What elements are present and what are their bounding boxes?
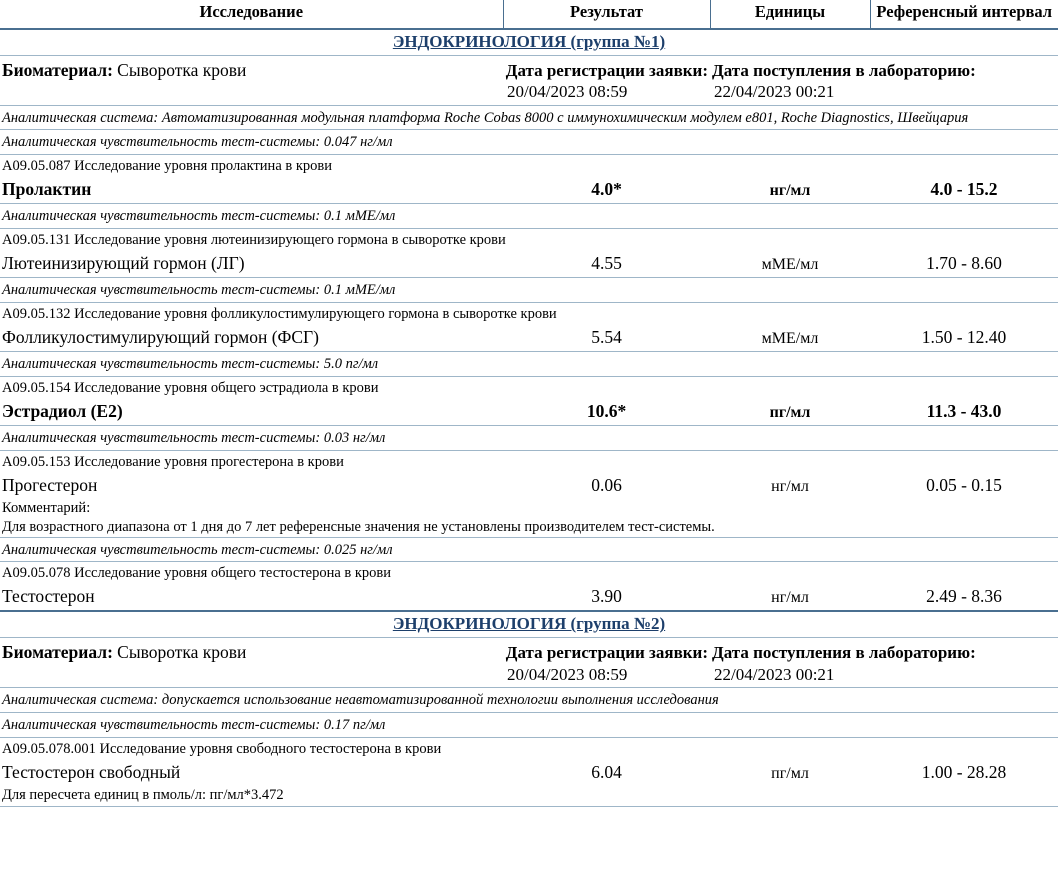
group-1-reception-date	[710, 56, 1058, 105]
analyte-result: 4.0*	[591, 179, 622, 200]
reception-label-2: Дата поступления в лабораторию:	[712, 643, 976, 663]
analyte-name: Тестостерон	[2, 586, 95, 607]
analyte-result: 4.55	[591, 253, 622, 274]
analyte-reference: 1.50 - 12.40	[921, 326, 1007, 347]
code-text: A09.05.078.001 Исследование уровня свободного тестостерона в крови	[2, 740, 442, 757]
table-header-row	[0, 0, 1058, 29]
analyte-units: нг/мл	[771, 589, 809, 607]
table-row	[0, 251, 1058, 278]
analyte-reference: 0.05 - 0.15	[926, 474, 1002, 495]
code-row	[0, 562, 1058, 584]
group-2-biomaterial	[0, 638, 503, 687]
comment-text-row	[0, 518, 1058, 538]
analyte-name: Пролактин	[2, 179, 92, 200]
analyte-reference: 2.49 - 8.36	[926, 586, 1002, 607]
analyte-name: Прогестерон	[2, 474, 98, 495]
code-row	[0, 229, 1058, 251]
analyte-result: 5.54	[591, 326, 622, 347]
sensitivity-text: Аналитическая чувствительность тест-системы: 0.1 мМЕ/мл	[2, 282, 396, 299]
group-2-registration-date	[503, 638, 710, 687]
analyte-result: 0.06	[591, 474, 622, 495]
column-header-result: Результат	[503, 0, 710, 29]
analyte-name: Эстрадиол (Е2)	[2, 400, 123, 421]
sensitivity-row	[0, 278, 1058, 302]
code-row	[0, 451, 1058, 473]
reception-value-1: 22/04/2023 00:21	[714, 82, 835, 102]
column-header-name: Исследование	[199, 2, 304, 21]
group-1-biomaterial-row	[0, 56, 1058, 105]
analyte-name: Тестостерон свободный	[2, 761, 181, 782]
code-text: A09.05.153 Исследование уровня прогестерона в крови	[2, 453, 344, 470]
table-row	[0, 584, 1058, 611]
sensitivity-text: Аналитическая чувствительность тест-системы: 0.17 пг/мл	[2, 716, 386, 733]
code-row	[0, 377, 1058, 399]
analyte-result: 3.90	[591, 586, 622, 607]
sensitivity-text: Аналитическая чувствительность тест-системы: 5.0 пг/мл	[2, 355, 379, 372]
biomaterial-label-2: Биоматериал:	[2, 642, 113, 663]
registration-value-1: 20/04/2023 08:59	[507, 82, 628, 102]
analyte-reference: 1.70 - 8.60	[926, 253, 1002, 274]
sensitivity-row	[0, 426, 1058, 450]
table-row	[0, 760, 1058, 786]
column-header-units: Единицы	[710, 0, 870, 29]
analyte-units: нг/мл	[769, 182, 811, 200]
code-row	[0, 738, 1058, 760]
code-text: A09.05.078 Исследование уровня общего тестостерона в крови	[2, 565, 392, 582]
group-1-system-note-row	[0, 106, 1058, 130]
sensitivity-row	[0, 204, 1058, 228]
code-text: A09.05.087 Исследование уровня пролактина в крови	[2, 158, 333, 175]
sensitivity-text: Аналитическая чувствительность тест-системы: 0.025 нг/мл	[2, 541, 393, 558]
analyte-result: 6.04	[591, 761, 622, 782]
analyte-result: 10.6*	[586, 400, 627, 421]
analyte-name: Лютеинизирующий гормон (ЛГ)	[2, 253, 245, 274]
analyte-units: мМЕ/мл	[761, 329, 819, 347]
code-text: A09.05.154 Исследование уровня общего эстрадиола в крови	[2, 379, 379, 396]
group-title-2-text: ЭНДОКРИНОЛОГИЯ (группа №2)	[392, 614, 666, 634]
sensitivity-text: Аналитическая чувствительность тест-системы: 0.03 нг/мл	[2, 429, 386, 446]
group-title-1-text: ЭНДОКРИНОЛОГИЯ (группа №1)	[392, 32, 666, 51]
analyte-units: пг/мл	[769, 403, 811, 421]
column-header-reference: Референсный интервал	[870, 0, 1058, 29]
code-row	[0, 155, 1058, 177]
analyte-units: мМЕ/мл	[761, 256, 819, 274]
table-row	[0, 177, 1058, 204]
table-row	[0, 399, 1058, 426]
bottom-rule	[0, 806, 1058, 807]
biomaterial-label-1: Биоматериал:	[2, 60, 113, 80]
reception-value-2: 22/04/2023 00:21	[714, 664, 835, 684]
sensitivity-row	[0, 713, 1058, 737]
analyte-reference: 1.00 - 28.28	[921, 761, 1007, 782]
analyte-units: пг/мл	[771, 764, 809, 782]
reception-label-1: Дата поступления в лабораторию:	[712, 61, 976, 80]
sensitivity-text: Аналитическая чувствительность тест-системы: 0.1 мМЕ/мл	[2, 208, 396, 225]
group-title-1	[0, 30, 1058, 56]
code-text: A09.05.132 Исследование уровня фолликулостимулирующего гормона в сыворотке крови	[2, 305, 557, 322]
group-2-reception-date	[710, 638, 1058, 687]
sensitivity-row	[0, 538, 1058, 562]
sensitivity-row	[0, 130, 1058, 154]
comment-text: Для возрастного диапазона от 1 дня до 7 лет референсные значения не установлены производителем тест-системы.	[2, 518, 715, 535]
group-1-registration-date	[503, 56, 710, 105]
registration-label-2: Дата регистрации заявки:	[505, 643, 708, 663]
group-2-system-note-row	[0, 688, 1058, 712]
comment-label: Комментарий:	[2, 499, 91, 516]
group-1-biomaterial	[0, 56, 503, 105]
table-row	[0, 325, 1058, 352]
sensitivity-row	[0, 352, 1058, 376]
code-text: A09.05.131 Исследование уровня лютеинизирующего гормона в сыворотке крови	[2, 232, 506, 249]
registration-value-2: 20/04/2023 08:59	[507, 664, 628, 684]
analyte-reference: 4.0 - 15.2	[930, 179, 998, 200]
group-2-system-note: Аналитическая система: допускается использование неавтоматизированной технологии выполнения исследования	[2, 691, 719, 708]
analyte-reference: 11.3 - 43.0	[926, 400, 1002, 421]
biomaterial-value-2: Сыворотка крови	[117, 642, 247, 663]
analyte-units: нг/мл	[771, 477, 809, 495]
table-row	[0, 473, 1058, 499]
group-1-system-note: Аналитическая система: Автоматизированная модульная платформа Roche Cobas 8000 с иммунохимическим модулем е801, Roche Diagnostics, Швейцария	[2, 109, 969, 126]
group-title-2	[0, 612, 1058, 638]
registration-label-1: Дата регистрации заявки:	[505, 61, 708, 80]
conversion-note-row	[0, 786, 1058, 807]
conversion-note: Для пересчета единиц в пмоль/л: пг/мл*3.472	[2, 786, 284, 803]
group-2-biomaterial-row	[0, 638, 1058, 687]
code-row	[0, 303, 1058, 325]
analyte-name: Фолликулостимулирующий гормон (ФСГ)	[2, 326, 319, 347]
sensitivity-text: Аналитическая чувствительность тест-системы: 0.047 нг/мл	[2, 134, 393, 151]
biomaterial-value-1: Сыворотка крови	[117, 60, 247, 80]
comment-label-row	[0, 499, 1058, 518]
